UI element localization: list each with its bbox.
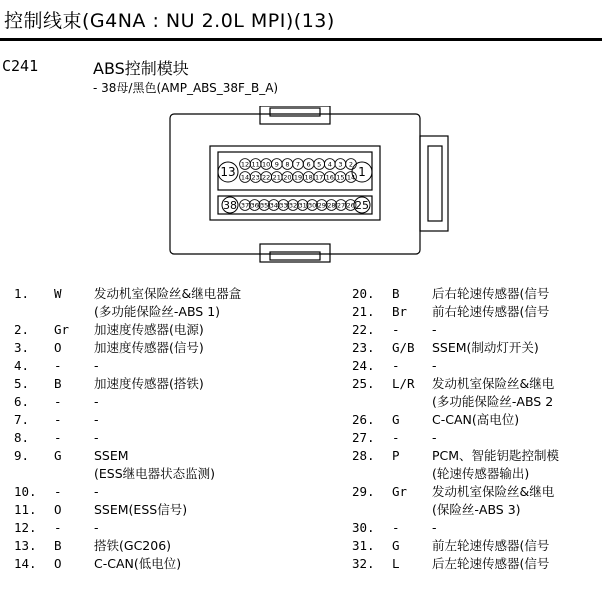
- pin-number: 8.: [14, 430, 30, 445]
- wire-color: -: [392, 520, 400, 535]
- pin-description: SSEM(ESS信号): [94, 502, 188, 517]
- wire-color: -: [392, 430, 400, 445]
- wire-color: O: [54, 556, 62, 571]
- pin-description: (多功能保险丝-ABS 2: [432, 394, 554, 409]
- pin-description: -: [94, 412, 99, 427]
- wire-color: -: [54, 358, 62, 373]
- pin-description: -: [432, 430, 437, 445]
- wire-color: P: [392, 448, 400, 463]
- pin-description: -: [432, 358, 437, 373]
- title-divider: [0, 38, 602, 41]
- pin-description: 加速度传感器(信号): [94, 340, 204, 355]
- wire-color: -: [54, 520, 62, 535]
- pin-number: 6.: [14, 394, 30, 409]
- wire-color: -: [54, 430, 62, 445]
- pin-number: 5.: [14, 376, 30, 391]
- connector-pin-label: 35: [260, 201, 269, 210]
- wire-color: -: [392, 358, 400, 373]
- connector-pin-label: 22: [262, 173, 271, 182]
- pin-number: 21.: [352, 304, 375, 319]
- connector-pin-label: 33: [279, 201, 288, 210]
- connector-module-name: ABS控制模块: [93, 59, 189, 78]
- pin-description: SSEM: [94, 448, 129, 463]
- pin-number: 22.: [352, 322, 375, 337]
- connector-pin-label: 11: [251, 160, 260, 169]
- pin-description: (多功能保险丝-ABS 1): [94, 304, 221, 319]
- pin-number: 13.: [14, 538, 37, 553]
- connector-pin-large-label: 38: [223, 199, 237, 212]
- connector-pin-label: 37: [240, 201, 250, 210]
- pin-description: -: [94, 430, 99, 445]
- wire-color: W: [54, 286, 62, 301]
- pin-number: 14.: [14, 556, 37, 571]
- connector-spec: - 38母/黑色(AMP_ABS_38F_B_A): [93, 81, 279, 95]
- pin-number: 23.: [352, 340, 375, 355]
- connector-pin-label: 14: [346, 173, 356, 182]
- pin-number: 31.: [352, 538, 375, 553]
- connector-pin-label: 23: [251, 173, 260, 182]
- pin-description: 后左轮速传感器(信号: [432, 556, 550, 571]
- connector-pin-label: 31: [298, 201, 307, 210]
- pin-number: 4.: [14, 358, 30, 373]
- wire-color: -: [54, 394, 62, 409]
- connector-pin-label: 12: [240, 160, 250, 169]
- page-title: 控制线束(G4NA : NU 2.0L MPI)(13): [4, 10, 335, 32]
- connector-pin-label: 16: [325, 173, 334, 182]
- connector-pin-label: 15: [336, 173, 345, 182]
- connector-pin-label: 29: [317, 201, 326, 210]
- connector-pin-label: 14: [240, 173, 250, 182]
- pin-number: 30.: [352, 520, 375, 535]
- pin-description: -: [94, 358, 99, 373]
- wire-color: L: [392, 556, 400, 571]
- pin-description: SSEM(制动灯开关): [432, 340, 539, 355]
- pin-description: -: [94, 484, 99, 499]
- pin-number: 20.: [352, 286, 375, 301]
- connector-pin-label: 27: [336, 201, 346, 210]
- connector-pin-label: 21: [272, 173, 281, 182]
- connector-pin-label: 30: [308, 201, 317, 210]
- pin-description: C-CAN(低电位): [94, 556, 182, 571]
- connector-pin-label: 4: [327, 160, 332, 169]
- pin-description: -: [94, 394, 99, 409]
- pin-description: -: [432, 322, 437, 337]
- wire-color: G: [54, 448, 62, 463]
- connector-pin-label: 20: [283, 173, 292, 182]
- pin-description: (轮速传感器输出): [432, 466, 530, 481]
- pin-description: (保险丝-ABS 3): [432, 502, 521, 517]
- connector-small-pins: [240, 159, 357, 211]
- pin-description: 前左轮速传感器(信号: [432, 538, 550, 553]
- pin-description: 后右轮速传感器(信号: [432, 286, 550, 301]
- connector-pin-label: 28: [327, 201, 336, 210]
- pin-description: 加速度传感器(电源): [94, 322, 204, 337]
- wire-color: B: [54, 376, 62, 391]
- connector-pin-label: 6: [306, 160, 311, 169]
- pin-number: 24.: [352, 358, 375, 373]
- wire-color: Br: [392, 304, 408, 319]
- wire-color: O: [54, 340, 62, 355]
- connector-pin-label: 26: [346, 201, 355, 210]
- pin-number: 25.: [352, 376, 375, 391]
- pin-description: 前右轮速传感器(信号: [432, 304, 550, 319]
- pin-number: 12.: [14, 520, 37, 535]
- pin-description: (ESS继电器状态监测): [94, 466, 216, 481]
- connector-pin-label: 7: [295, 160, 301, 169]
- wire-color: Gr: [54, 322, 70, 337]
- pin-description: 发动机室保险丝&继电: [432, 376, 555, 391]
- connector-pin-label: 10: [262, 160, 271, 169]
- connector-pin-large-label: 1: [358, 165, 366, 179]
- connector-pin-label: 9: [274, 160, 279, 169]
- pin-description: 搭铁(GC206): [94, 538, 172, 553]
- connector-pin-label: 34: [269, 201, 278, 210]
- connector-diagram: [150, 106, 450, 266]
- pin-description: 发动机室保险丝&继电器盒: [94, 286, 242, 301]
- pin-number: 10.: [14, 484, 37, 499]
- pin-number: 32.: [352, 556, 375, 571]
- pin-number: 3.: [14, 340, 30, 355]
- pin-description: 加速度传感器(搭铁): [94, 376, 204, 391]
- connector-pin-label: 5: [317, 160, 322, 169]
- connector-pin-label: 3: [338, 160, 343, 169]
- pin-number: 27.: [352, 430, 375, 445]
- connector-pin-label: 19: [293, 173, 303, 182]
- wire-color: L/R: [392, 376, 415, 391]
- pin-description: 发动机室保险丝&继电: [432, 484, 555, 499]
- pin-description: -: [432, 520, 437, 535]
- wire-color: B: [392, 286, 400, 301]
- wire-color: G: [392, 538, 400, 553]
- pin-number: 29.: [352, 484, 375, 499]
- pin-number: 2.: [14, 322, 30, 337]
- wire-color: G/B: [392, 340, 415, 355]
- wire-color: -: [54, 484, 62, 499]
- connector-pin-label: 17: [315, 173, 324, 182]
- connector-code: C241: [2, 57, 39, 75]
- connector-pin-label: 2: [348, 160, 354, 169]
- wire-color: -: [54, 412, 62, 427]
- connector-pin-label: 32: [288, 201, 298, 210]
- wire-color: O: [54, 502, 62, 517]
- connector-pin-large-label: 13: [220, 165, 236, 179]
- pin-number: 28.: [352, 448, 375, 463]
- wire-color: Gr: [392, 484, 408, 499]
- connector-pin-label: 8: [285, 160, 290, 169]
- pin-description: -: [94, 520, 99, 535]
- connector-pin-label: 18: [304, 173, 313, 182]
- pin-description: C-CAN(高电位): [432, 412, 520, 427]
- pin-number: 7.: [14, 412, 30, 427]
- pin-number: 1.: [14, 286, 30, 301]
- wire-color: -: [392, 322, 400, 337]
- wire-color: B: [54, 538, 62, 553]
- connector-pin-large-label: 25: [355, 199, 369, 212]
- pin-description: PCM、智能钥匙控制模: [432, 448, 560, 463]
- wire-color: G: [392, 412, 400, 427]
- pin-number: 11.: [14, 502, 37, 517]
- pin-number: 26.: [352, 412, 375, 427]
- pin-number: 9.: [14, 448, 30, 463]
- connector-pin-label: 36: [250, 201, 259, 210]
